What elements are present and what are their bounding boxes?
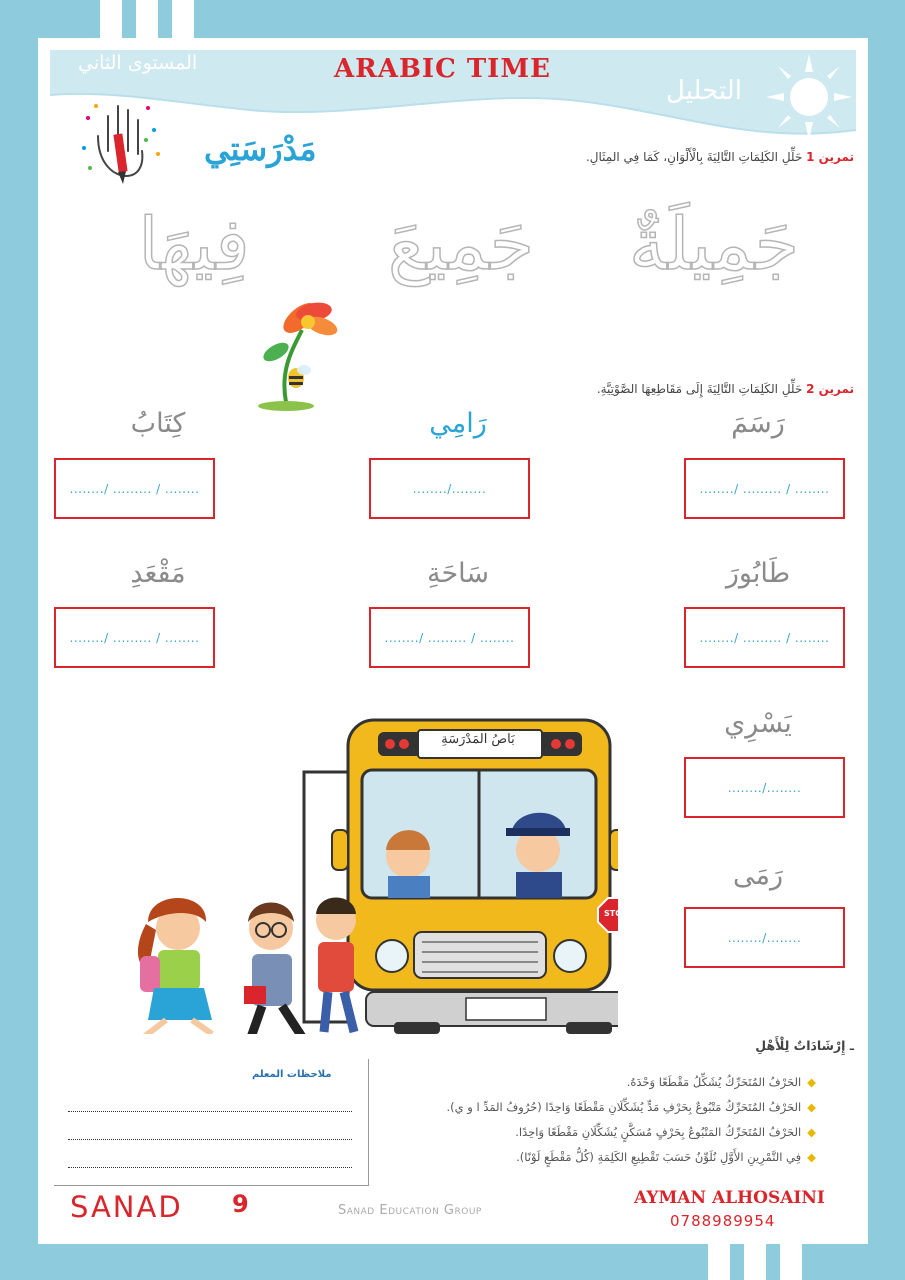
teacher-notes-box xyxy=(54,1059,369,1186)
frame-stripe xyxy=(744,1242,766,1280)
syllable-word: طَابُورَ xyxy=(725,558,791,589)
diamond-bullet-icon: ◆ xyxy=(807,1125,816,1139)
syllable-answer-box[interactable]: ......../ ......... / ........ xyxy=(684,607,845,668)
level-label: المستوى الثاني xyxy=(78,52,198,74)
footer-phone: 0788989954 xyxy=(670,1212,776,1230)
syllable-word: مَقْعَدِ xyxy=(130,558,186,589)
sun-icon xyxy=(764,52,854,142)
trace-word[interactable]: جَمِيلَةٌ xyxy=(628,202,800,286)
teacher-notes-title: ملاحظات المعلم xyxy=(252,1069,332,1080)
syllable-word: كِتَابُ xyxy=(130,408,186,439)
syllable-answer-box[interactable]: ......../ ......... / ........ xyxy=(369,607,530,668)
notes-line[interactable] xyxy=(68,1167,352,1169)
trace-word[interactable]: جَمِيعَ xyxy=(387,202,535,286)
frame-stripe xyxy=(100,0,122,40)
syllable-word: يَسْرِي xyxy=(724,708,792,739)
trace-word[interactable]: فِيهَا xyxy=(138,202,250,286)
syllable-answer-box[interactable]: ......../ ......... / ........ xyxy=(684,458,845,519)
frame-stripe xyxy=(780,1242,802,1280)
frame-stripe xyxy=(708,1242,730,1280)
exercise1-instruction: حَلِّلِ الكَلِمَاتِ التَّالِيَةَ بِالْأَلْوَانِ، كَمَا فِي المِثَالِ. xyxy=(585,150,803,164)
parents-tip: ◆فِي التَّمْرِينِ الأَوَّلِ نُلَوِّنُ حَسَبَ تَقْطِيعِ الكَلِمَةِ (كُلُّ مَقْطَعٍ لَوْنًا). xyxy=(516,1150,816,1164)
footer-author: AYMAN ALHOSAINI xyxy=(634,1188,825,1208)
syllable-answer-box[interactable]: ......../........ xyxy=(684,907,845,968)
footer-group: Sanad Education Group xyxy=(338,1203,482,1218)
topic-title: التحليل xyxy=(666,76,742,106)
school-logo-word: مَدْرَسَتِي xyxy=(204,130,317,168)
footer-brand: SANAD xyxy=(70,1190,183,1224)
parents-tip: ◆الحَرْفُ المُتَحَرِّكُ المَتْبُوعُ بِحَرْفٍ مُسَكَّنٍ يُشَكِّلَانِ مَقْطَعًا وَاحِدًا. xyxy=(515,1125,816,1139)
diamond-bullet-icon: ◆ xyxy=(807,1150,816,1164)
parents-tip: ◆الحَرْفُ المُتَحَرِّكُ يُشَكِّلُ مَقْطَعًا وَحْدَهُ. xyxy=(626,1075,816,1089)
diamond-bullet-icon: ◆ xyxy=(807,1075,816,1089)
syllable-word: رَمَى xyxy=(732,860,783,891)
notes-line[interactable] xyxy=(68,1111,352,1113)
brand-title: ARABIC TIME xyxy=(334,54,551,84)
exercise1-heading xyxy=(434,150,854,164)
syllable-answer-box[interactable]: ......../ ......... / ........ xyxy=(54,458,215,519)
bus-sign: بَاصُ المَدْرَسَةِ xyxy=(441,732,515,747)
notes-line[interactable] xyxy=(68,1139,352,1141)
exercise2-heading xyxy=(434,382,854,396)
syllable-word: رَسَمَ xyxy=(731,408,785,439)
syllable-word: رَامِي xyxy=(429,408,487,439)
footer-number: 9 xyxy=(232,1190,249,1218)
frame-stripe xyxy=(136,0,158,40)
exercise2-label: تمرين 2 xyxy=(806,382,854,396)
hand-pencil-logo-icon xyxy=(76,96,166,192)
syllable-answer-box[interactable]: ......../ ......... / ........ xyxy=(54,607,215,668)
exercise1-label: تمرين 1 xyxy=(806,150,854,164)
flower-bee-icon xyxy=(252,290,342,412)
worksheet-page xyxy=(38,38,868,1244)
syllable-answer-box[interactable]: ......../........ xyxy=(369,458,530,519)
syllable-answer-box[interactable]: ......../........ xyxy=(684,757,845,818)
stop-sign-label: STOP xyxy=(604,909,628,918)
frame-stripe xyxy=(172,0,194,40)
syllable-word: سَاحَةِ xyxy=(426,558,489,589)
diamond-bullet-icon: ◆ xyxy=(807,1100,816,1114)
school-bus-illustration xyxy=(78,710,618,1034)
exercise2-instruction: حَلِّلِ الكَلِمَاتِ التَّالِيَةَ إِلَى مَقَاطِعِهَا الصَّوْتِيَّةِ. xyxy=(596,382,803,396)
parents-tips-title: ـ إِرْشَادَاتٌ لِلْأَهْلِ xyxy=(755,1038,854,1053)
parents-tip: ◆الحَرْفُ المُتَحَرِّكُ مَتْبُوعٌ بِحَرْفِ مَدٍّ يُشَكِّلَانِ مَقْطَعًا وَاحِدًا (حُرُوفُ المَدِّ ا و ي). xyxy=(446,1100,816,1114)
